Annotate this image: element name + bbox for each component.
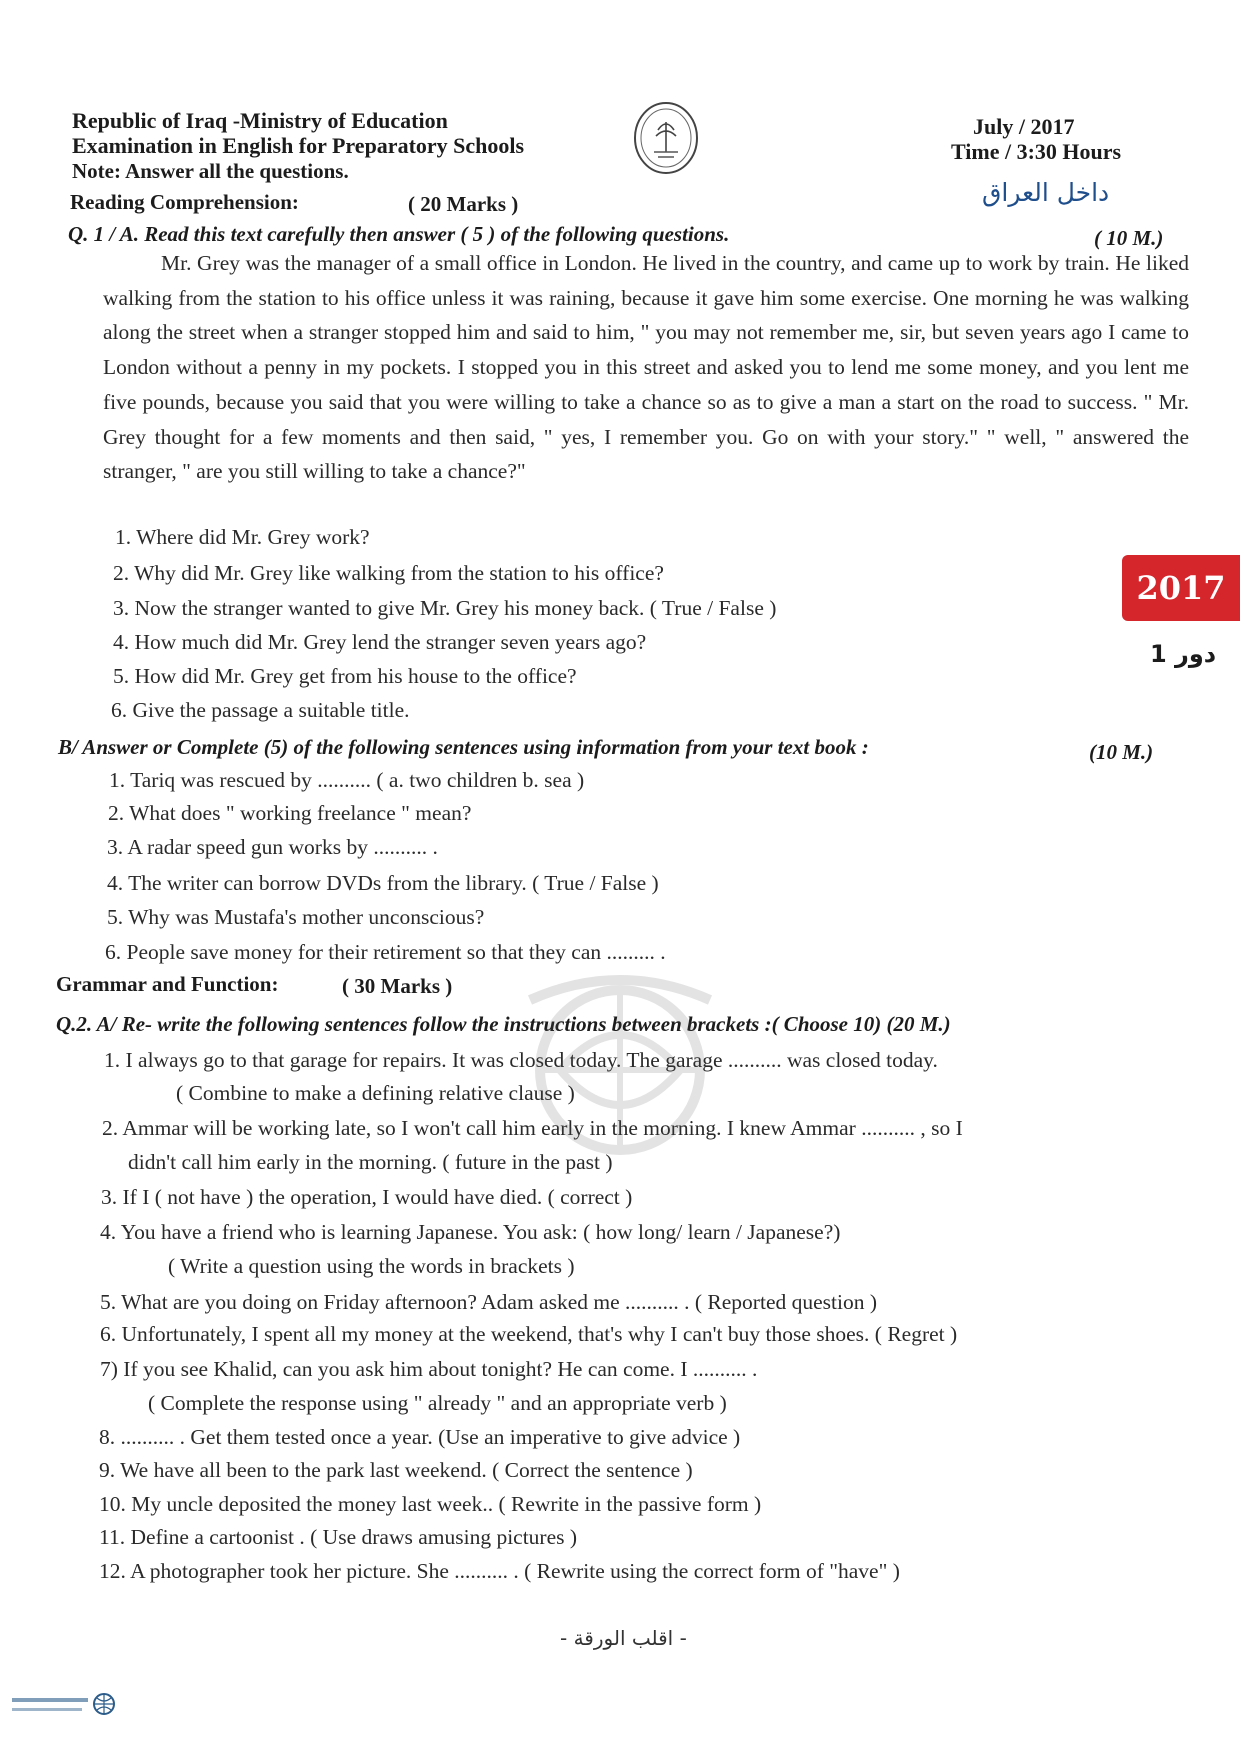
header-note: Note: Answer all the questions.	[72, 159, 349, 183]
q2a-line-2: 2. Ammar will be working late, so I won't call him early in the morning. I knew Ammar .......... , so I	[102, 1116, 963, 1140]
year-badge: 2017	[1122, 555, 1240, 621]
q1a-question-4: 4. How much did Mr. Grey lend the stranger seven years ago?	[113, 630, 647, 654]
header-ministry: Republic of Iraq -Ministry of Education	[72, 108, 448, 133]
q2a-line-5: 5. What are you doing on Friday afternoon? Adam asked me .......... . ( Reported question )	[100, 1290, 878, 1314]
q2a-line-2-cont: didn't call him early in the morning. ( future in the past )	[128, 1150, 613, 1174]
header-exam-title: Examination in English for Preparatory Schools	[72, 133, 525, 158]
q2a-line-10: 10. My uncle deposited the money last week.. ( Rewrite in the passive form )	[99, 1492, 762, 1516]
q1b-question-4: 4. The writer can borrow DVDs from the library. ( True / False )	[107, 871, 659, 895]
q1a-question-1: 1. Where did Mr. Grey work?	[115, 525, 370, 549]
q2a-line-7-instruction: ( Complete the response using " already " and an appropriate verb )	[148, 1391, 727, 1415]
q1a-question-6: 6. Give the passage a suitable title.	[111, 698, 410, 722]
q2a-line-8: 8. .......... . Get them tested once a year. (Use an imperative to give advice )	[99, 1425, 741, 1449]
q1b-question-3: 3. A radar speed gun works by .......... .	[107, 835, 438, 859]
q2a-heading: Q.2. A/ Re- write the following sentences follow the instructions between brackets :( Choose 10) (20 M.)	[56, 1012, 951, 1036]
q2a-line-4-instruction: ( Write a question using the words in brackets )	[168, 1254, 575, 1278]
site-watermark-icon	[470, 960, 770, 1180]
reading-passage: Mr. Grey was the manager of a small office in London. He lived in the country, and came up to work by train. He liked walking from the station to his office unless it was raining, because it gave him some exercise. One morning he was walking along the street when a stranger stopped him and said to him, " you may not remember me, sir, but seven years ago I came to London without a penny in my pockets. I stopped you in this street and asked you to lend me some money, and you lent me five pounds, because you said that you were willing to take a chance so as to give a man a start on the road to success. " Mr. Grey thought for a few moments and then said, " yes, I remember you. Go on with your story." " well, " answered the stranger, " are you still willing to take a chance?"	[103, 251, 1189, 484]
q2a-line-7: 7) If you see Khalid, can you ask him about tonight? He can come. I .......... .	[100, 1357, 758, 1381]
exam-duration: Time / 3:30 Hours	[951, 139, 1122, 164]
location-arabic: داخل العراق	[982, 178, 1110, 207]
q1b-marks: (10 M.)	[1089, 740, 1154, 764]
q2a-line-3: 3. If I ( not have ) the operation, I would have died. ( correct )	[101, 1185, 633, 1209]
turn-page-note: - اقلب الورقة -	[560, 1626, 687, 1650]
q1b-question-2: 2. What does " working freelance " mean?	[108, 801, 472, 825]
q1a-marks: ( 10 M.)	[1094, 226, 1164, 250]
q2a-line-12: 12. A photographer took her picture. She .......... . ( Rewrite using the correct form of "have" )	[99, 1559, 900, 1583]
q2a-line-11: 11. Define a cartoonist . ( Use draws amusing pictures )	[99, 1525, 578, 1549]
exam-date: July / 2017	[973, 114, 1075, 139]
q1b-heading: B/ Answer or Complete (5) of the following sentences using information from your text book :	[58, 735, 869, 759]
grammar-section-marks: ( 30 Marks )	[342, 974, 453, 998]
reading-section-title: Reading Comprehension:	[70, 190, 299, 214]
ministry-seal-icon	[632, 100, 700, 176]
q1a-heading: Q. 1 / A. Read this text carefully then answer ( 5 ) of the following questions.	[68, 222, 730, 246]
q2a-line-4: 4. You have a friend who is learning Japanese. You ask: ( how long/ learn / Japanese?)	[100, 1220, 841, 1244]
exam-round-label: دور 1	[1150, 640, 1217, 668]
q2a-line-9: 9. We have all been to the park last weekend. ( Correct the sentence )	[99, 1458, 693, 1482]
q1b-question-1: 1. Tariq was rescued by .......... ( a. two children b. sea )	[109, 768, 585, 792]
q2a-line-1-instruction: ( Combine to make a defining relative clause )	[176, 1081, 575, 1105]
q1a-question-2: 2. Why did Mr. Grey like walking from the station to his office?	[113, 561, 664, 585]
q1b-question-5: 5. Why was Mustafa's mother unconscious?	[107, 905, 485, 929]
reading-section-marks: ( 20 Marks )	[408, 192, 519, 216]
q1a-question-5: 5. How did Mr. Grey get from his house to the office?	[113, 664, 577, 688]
q1a-question-3: 3. Now the stranger wanted to give Mr. Grey his money back. ( True / False )	[113, 596, 777, 620]
site-logo-icon	[8, 1690, 118, 1724]
grammar-section-title: Grammar and Function:	[56, 972, 279, 996]
q2a-line-6: 6. Unfortunately, I spent all my money at the weekend, that's why I can't buy those shoes. ( Regret )	[100, 1322, 958, 1346]
q1b-question-6: 6. People save money for their retirement so that they can ......... .	[105, 940, 666, 964]
q2a-line-1: 1. I always go to that garage for repairs. It was closed today. The garage .......... was closed today.	[104, 1048, 938, 1072]
